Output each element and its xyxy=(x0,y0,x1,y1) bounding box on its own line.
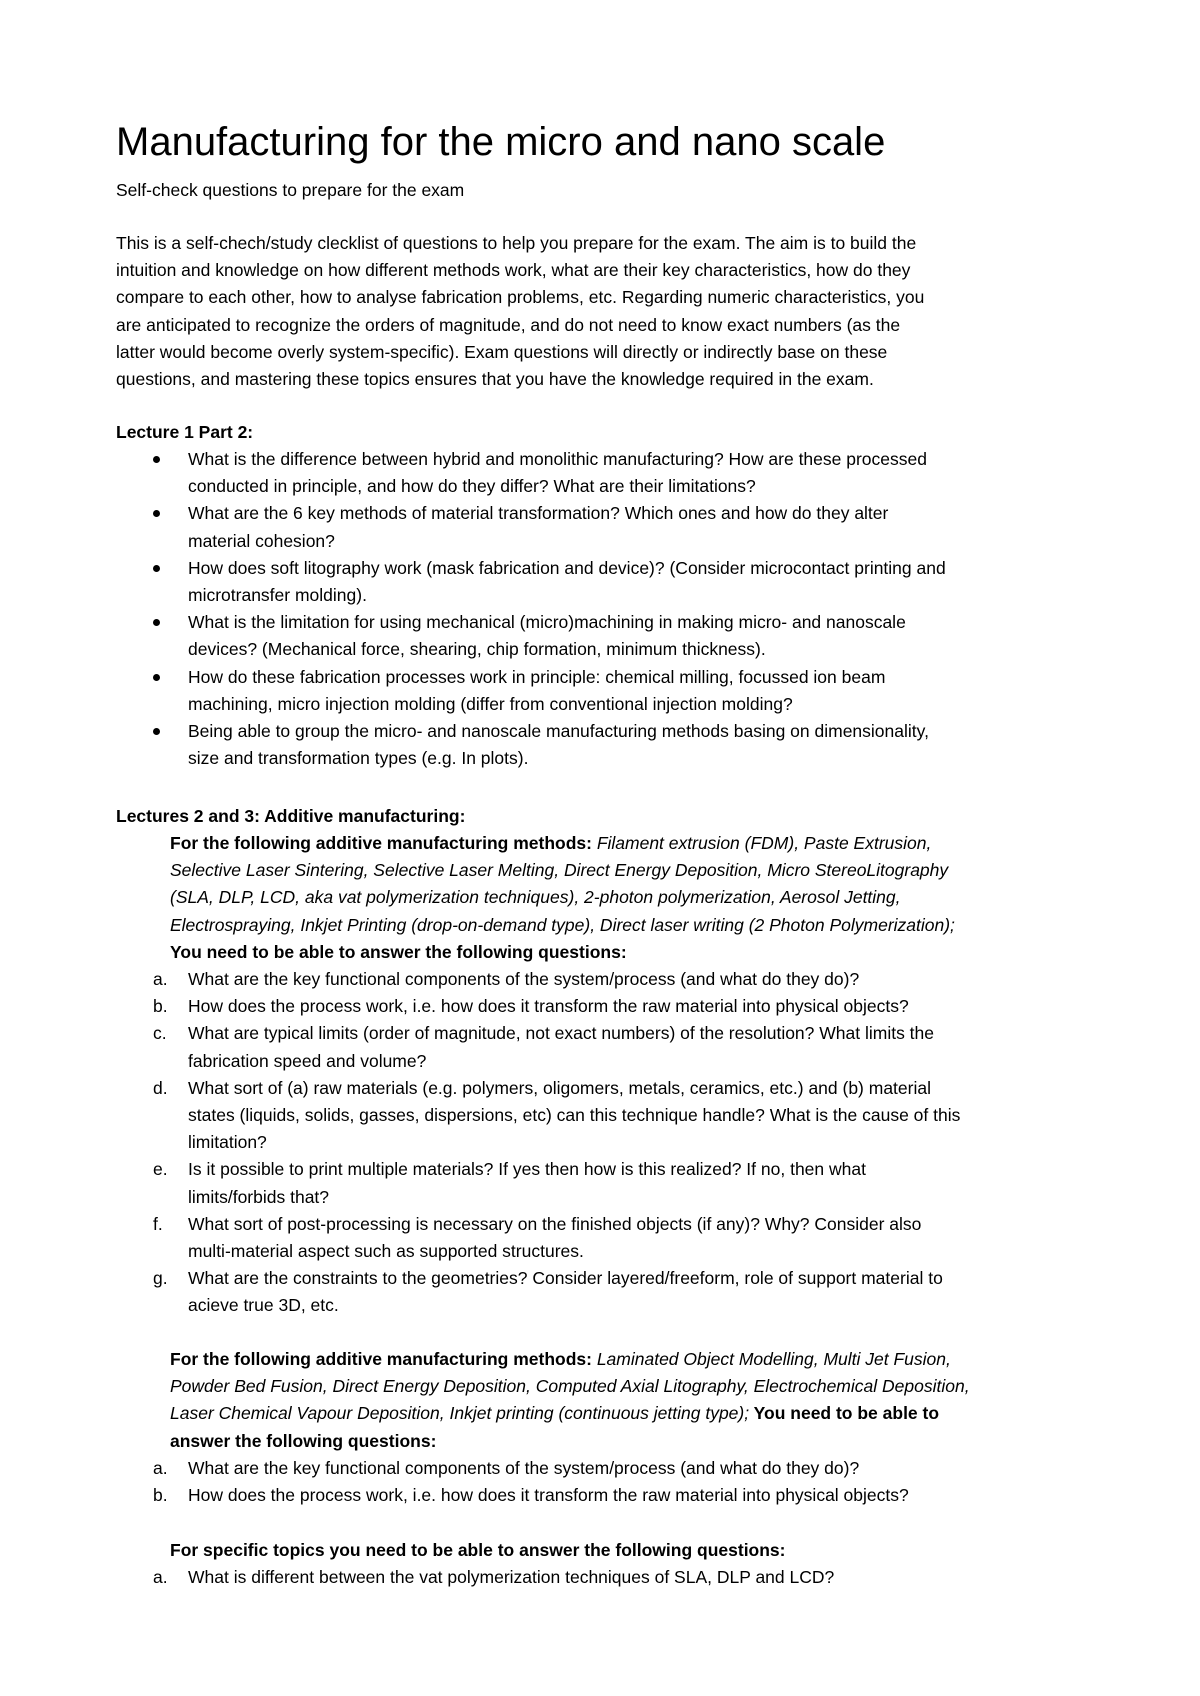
group1-methods-line1 xyxy=(170,830,1100,857)
list-item xyxy=(188,555,1098,609)
list-item-line: What sort of (a) raw materials (e.g. polymers, oligomers, metals, ceramics, etc.) and (b) material xyxy=(188,1077,931,1098)
methods-line xyxy=(170,884,1100,911)
list-item-line: size and transformation types (e.g. In plots). xyxy=(188,748,529,769)
methods-text: Electrospraying, Inkjet Printing (drop-on-demand type), Direct laser writing (2 Photon Polymerization); xyxy=(170,914,955,935)
list-item-line: What are the key functional components of the system/process (and what do they do)? xyxy=(188,1458,860,1478)
methods-line xyxy=(170,912,1100,939)
group2-methods-line1 xyxy=(170,1346,1100,1373)
page-title: Manufacturing for the micro and nano scale xyxy=(116,120,886,164)
group1-methods xyxy=(170,830,1100,966)
list-item-line: How does soft litography work (mask fabrication and device)? (Consider microcontact printing and xyxy=(188,557,946,578)
list-item xyxy=(188,718,1098,772)
group1-tail-line xyxy=(170,939,1100,966)
list-item-line: How do these fabrication processes work in principle: chemical milling, focussed ion beam xyxy=(188,666,886,687)
list-item xyxy=(153,1156,1098,1210)
list-item-line: devices? (Mechanical force, shearing, chip formation, minimum thickness). xyxy=(188,639,766,660)
list-item xyxy=(153,1564,1098,1591)
methods-line xyxy=(170,1373,1100,1400)
list-marker: b. xyxy=(153,996,168,1017)
list-item xyxy=(153,1455,1098,1482)
methods-text: Laminated Object Modelling, Multi Jet Fusion, xyxy=(591,1349,951,1369)
list-item-line: conducted in principle, and how do they differ? What are their limitations? xyxy=(188,476,756,497)
intro-line: latter would become overly system-specific). Exam questions will directly or indirectly base on these xyxy=(116,341,888,362)
lecture1-heading: Lecture 1 Part 2: xyxy=(116,422,254,442)
list-item xyxy=(153,1020,1098,1074)
list-item-line: What are the 6 key methods of material transformation? Which ones and how do they alter xyxy=(188,503,889,524)
methods-text: Powder Bed Fusion, Direct Energy Deposition, Computed Axial Litography, Electrochemical Deposition, xyxy=(170,1376,970,1397)
group1-lead: For the following additive manufacturing methods: xyxy=(170,833,592,853)
list-item xyxy=(153,993,1098,1020)
list-marker: e. xyxy=(153,1159,168,1180)
group1-tail: You need to be able to answer the following questions: xyxy=(170,941,627,962)
methods-line xyxy=(170,1400,1100,1427)
list-item-line: fabrication speed and volume? xyxy=(188,1050,427,1071)
list-item-line: What is the difference between hybrid and monolithic manufacturing? How are these processed xyxy=(188,449,927,469)
group3-lead-block xyxy=(170,1537,1100,1564)
intro-line: questions, and mastering these topics ensures that you have the knowledge required in the exam. xyxy=(116,369,874,390)
list-item-line: Being able to group the micro- and nanoscale manufacturing methods basing on dimensionality, xyxy=(188,721,929,742)
list-item xyxy=(188,664,1098,718)
intro-line: This is a self-chech/study clecklist of questions to help you prepare for the exam. The aim is to build the xyxy=(116,233,917,253)
intro-line: compare to each other, how to analyse fabrication problems, etc. Regarding numeric characteristics, you xyxy=(116,287,925,308)
lectures23-heading: Lectures 2 and 3: Additive manufacturing: xyxy=(116,806,466,826)
list-item-line: What are the constraints to the geometries? Consider layered/freeform, role of support material to xyxy=(188,1268,943,1289)
list-item-line: multi-material aspect such as supported structures. xyxy=(188,1241,584,1262)
list-item xyxy=(188,609,1098,663)
list-item-line: How does the process work, i.e. how does it transform the raw material into physical objects? xyxy=(188,996,909,1017)
group2-tail: answer the following questions: xyxy=(170,1430,437,1451)
methods-text: (SLA, DLP, LCD, aka vat polymerization techniques), 2-photon polymerization, Aerosol Jetting, xyxy=(170,887,901,908)
list-marker: f. xyxy=(153,1213,163,1234)
group2-methods xyxy=(170,1346,1100,1455)
list-item-line: microtransfer molding). xyxy=(188,585,367,606)
list-marker: a. xyxy=(153,1567,168,1587)
list-item xyxy=(153,1075,1098,1157)
group2-tail-line xyxy=(170,1428,1100,1455)
methods-line xyxy=(170,857,1100,884)
list-item xyxy=(188,446,1098,500)
methods-text: Laser Chemical Vapour Deposition, Inkjet printing (continuous jetting type); xyxy=(170,1403,750,1424)
list-item-line: What are typical limits (order of magnitude, not exact numbers) of the resolution? What limits the xyxy=(188,1023,935,1044)
list-item xyxy=(188,500,1098,554)
list-marker: a. xyxy=(153,1458,168,1478)
list-item xyxy=(153,1211,1098,1265)
list-item xyxy=(153,966,1098,993)
list-marker: d. xyxy=(153,1077,168,1098)
list-marker: g. xyxy=(153,1268,168,1289)
group3-lead: For specific topics you need to be able to answer the following questions: xyxy=(170,1540,786,1560)
list-item-line: How does the process work, i.e. how does it transform the raw material into physical objects? xyxy=(188,1485,909,1506)
page-subtitle: Self-check questions to prepare for the exam xyxy=(116,180,465,200)
list-item-line: What is the limitation for using mechanical (micro)machining in making micro- and nanoscale xyxy=(188,612,906,633)
group2-lead: For the following additive manufacturing methods: xyxy=(170,1349,592,1369)
lecture1-list xyxy=(188,446,1098,772)
list-item-line: states (liquids, solids, gasses, dispersions, etc) can this technique handle? What is the cause of this xyxy=(188,1105,961,1126)
methods-text: Selective Laser Sintering, Selective Laser Melting, Direct Energy Deposition, Micro StereoLitography xyxy=(170,860,949,881)
group1-questions xyxy=(153,966,1098,1320)
list-marker: b. xyxy=(153,1485,168,1506)
intro-paragraph xyxy=(116,230,1096,393)
intro-line: are anticipated to recognize the orders of magnitude, and do not need to know exact numbers (as the xyxy=(116,314,901,335)
list-item-line: machining, micro injection molding (differ from conventional injection molding? xyxy=(188,693,793,714)
intro-line: intuition and knowledge on how different methods work, what are their key characteristics, how do they xyxy=(116,260,911,281)
list-item xyxy=(153,1265,1098,1319)
list-marker: c. xyxy=(153,1023,167,1044)
list-marker: a. xyxy=(153,969,168,989)
group2-tail: You need to be able to xyxy=(749,1403,940,1424)
list-item-line: What are the key functional components of the system/process (and what do they do)? xyxy=(188,969,860,989)
group3-lead-line xyxy=(170,1537,1100,1564)
group2-questions xyxy=(153,1455,1098,1509)
list-item-line: What is different between the vat polymerization techniques of SLA, DLP and LCD? xyxy=(188,1567,835,1587)
list-item-line: limits/forbids that? xyxy=(188,1186,330,1207)
list-item-line: Is it possible to print multiple materials? If yes then how is this realized? If no, then what xyxy=(188,1159,866,1180)
list-item-line: acieve true 3D, etc. xyxy=(188,1295,339,1316)
list-item-line: What sort of post-processing is necessary on the finished objects (if any)? Why? Consider also xyxy=(188,1213,922,1234)
methods-text: Filament extrusion (FDM), Paste Extrusion, xyxy=(591,833,932,853)
list-item xyxy=(153,1482,1098,1509)
group3-questions xyxy=(153,1564,1098,1591)
list-item-line: limitation? xyxy=(188,1132,267,1153)
list-item-line: material cohesion? xyxy=(188,530,335,551)
